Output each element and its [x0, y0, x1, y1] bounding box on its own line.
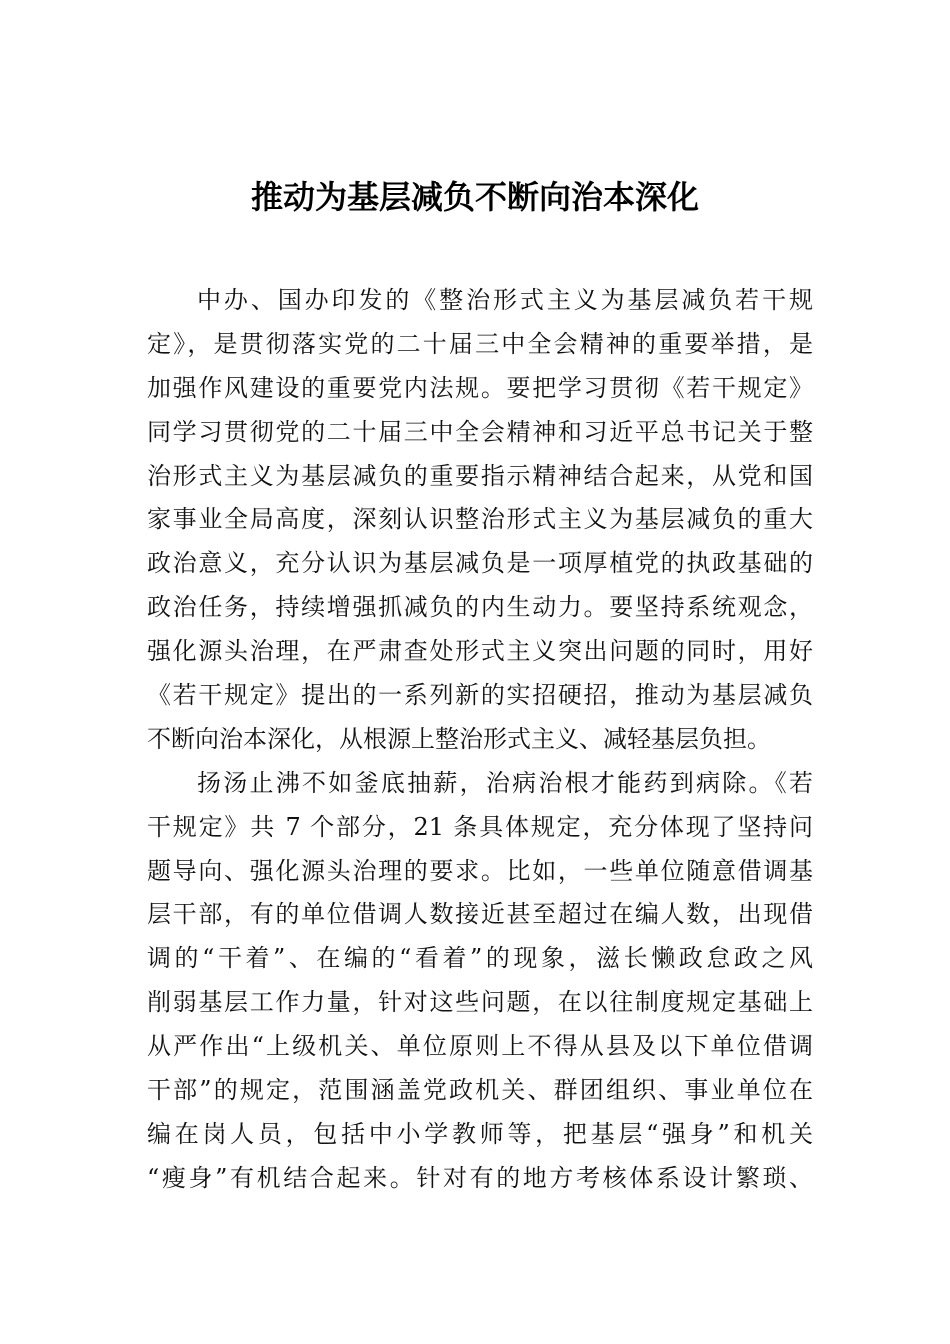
paragraph-2-line-1: 扬汤止沸不如釜底抽薪，治病治根才能药到病除。《若	[197, 768, 813, 797]
paragraph-2-line-4: 层干部，有的单位借调人数接近甚至超过在编人数，出现借	[147, 900, 813, 929]
paragraph-1-line-8: 政治任务，持续增强抓减负的内生动力。要坚持系统观念，	[147, 593, 813, 622]
paragraph-1-line-5: 治形式主义为基层减负的重要指示精神结合起来，从党和国	[147, 461, 813, 490]
paragraph-2-line-7: 从严作出“上级机关、单位原则上不得从县及以下单位借调	[147, 1032, 813, 1061]
paragraph-2-line-8: 干部”的规定，范围涵盖党政机关、群团组织、事业单位在	[147, 1076, 813, 1105]
paragraph-2-line-2: 干规定》共 7 个部分，21 条具体规定，充分体现了坚持问	[147, 812, 813, 841]
paragraph-1-line-7: 政治意义，充分认识为基层减负是一项厚植党的执政基础的	[147, 549, 813, 578]
paragraph-1-line-4: 同学习贯彻党的二十届三中全会精神和习近平总书记关于整	[147, 417, 813, 446]
paragraph-1-line-10: 《若干规定》提出的一系列新的实招硬招，推动为基层减负	[147, 681, 813, 710]
paragraph-1-line-11: 不断向治本深化，从根源上整治形式主义、减轻基层负担。	[147, 724, 771, 753]
paragraph-1-line-9: 强化源头治理，在严肃查处形式主义突出问题的同时，用好	[147, 637, 813, 666]
paragraph-1-line-3: 加强作风建设的重要党内法规。要把学习贯彻《若干规定》	[147, 373, 813, 402]
paragraph-1-line-2: 定》，是贯彻落实党的二十届三中全会精神的重要举措，是	[147, 329, 813, 358]
paragraph-1-line-1: 中办、国办印发的《整治形式主义为基层减负若干规	[197, 286, 813, 314]
paragraph-2-line-10: “瘦身”有机结合起来。针对有的地方考核体系设计繁琐、	[147, 1163, 813, 1192]
paragraph-1-line-6: 家事业全局高度，深刻认识整治形式主义为基层减负的重大	[147, 505, 813, 534]
paragraph-2-line-3: 题导向、强化源头治理的要求。比如，一些单位随意借调基	[147, 856, 813, 885]
document-title: 推动为基层减负不断向治本深化	[250, 178, 699, 216]
paragraph-2-line-5: 调的“干着”、在编的“看着”的现象，滋长懒政怠政之风	[147, 944, 813, 973]
document-body	[147, 279, 813, 1201]
paragraph-2-line-9: 编在岗人员，包括中小学教师等，把基层“强身”和机关	[147, 1119, 813, 1148]
paragraph-2-line-6: 削弱基层工作力量，针对这些问题，在以往制度规定基础上	[147, 988, 813, 1017]
